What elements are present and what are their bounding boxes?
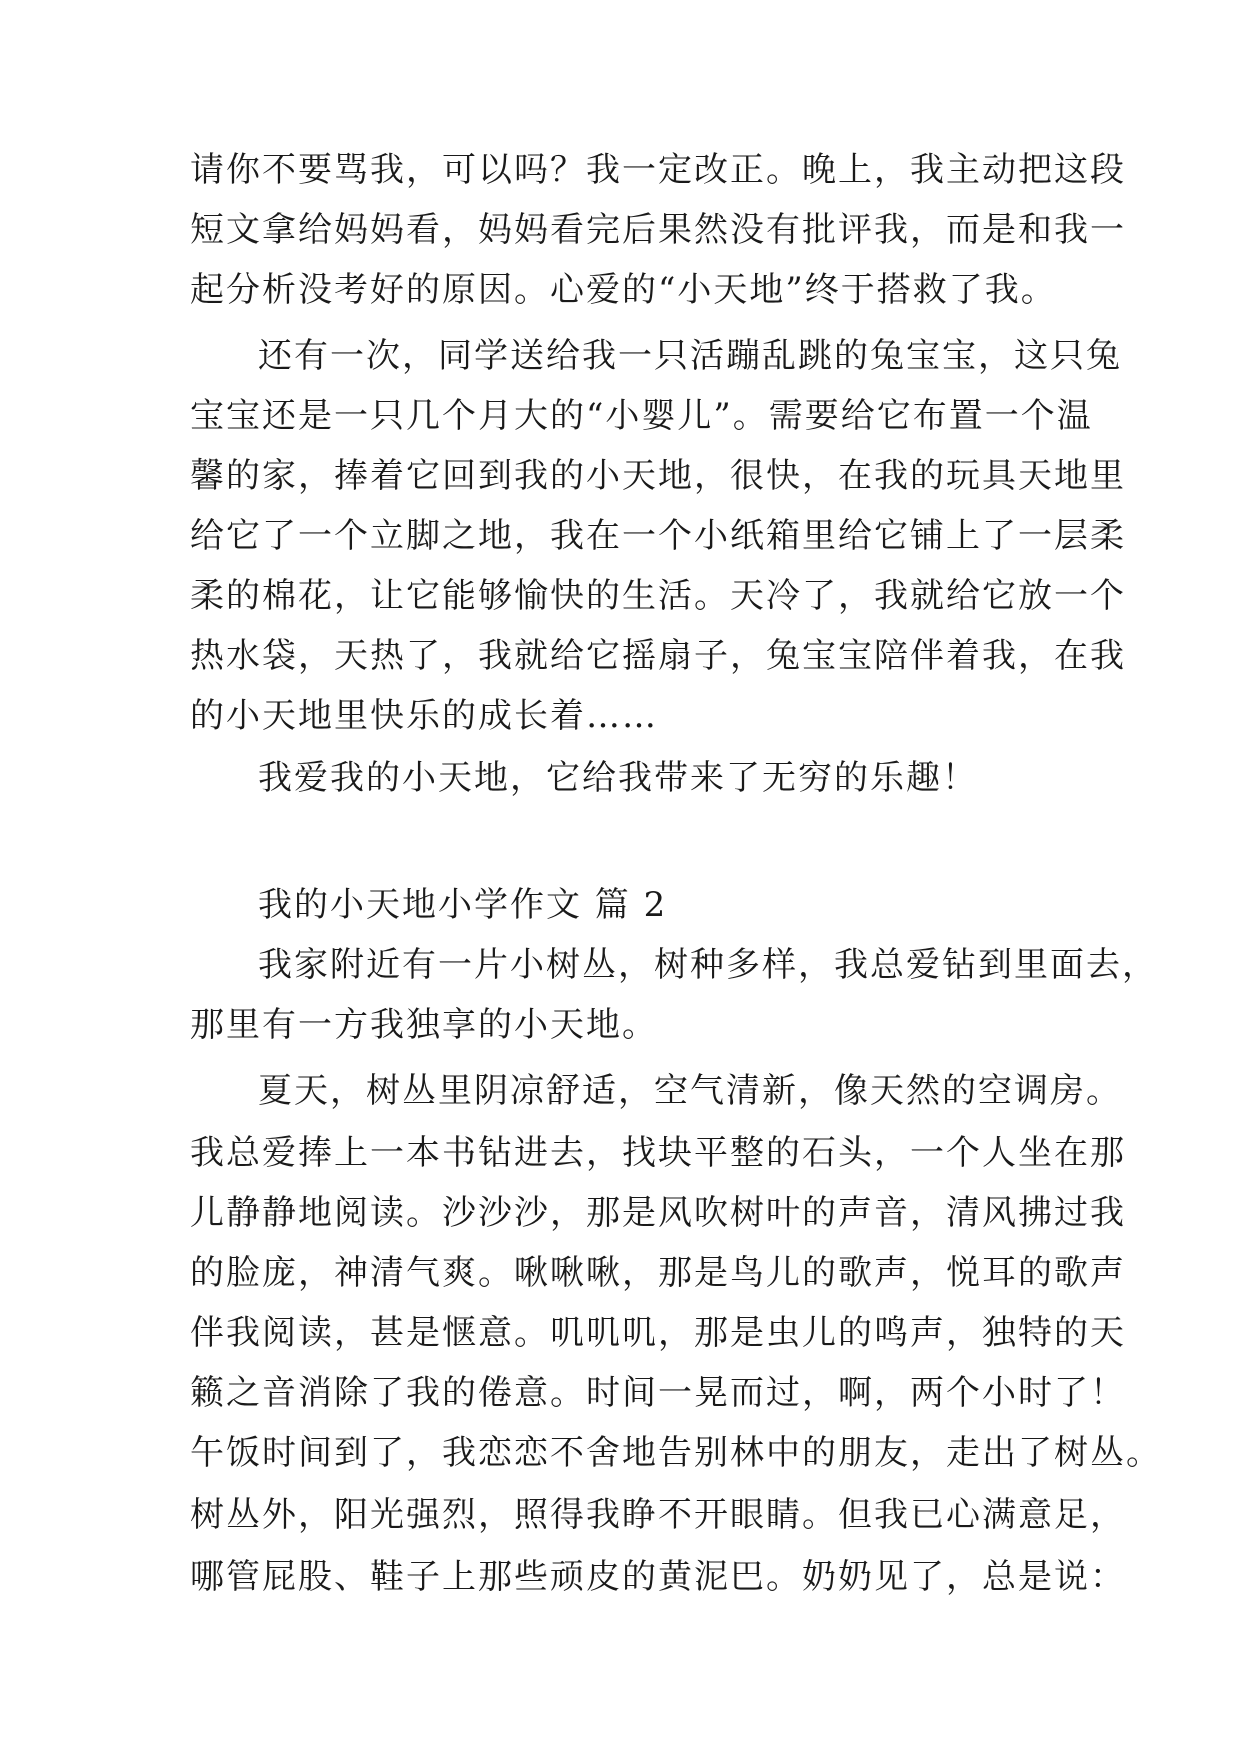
text-line: 热水袋，天热了，我就给它摇扇子，兔宝宝陪伴着我，在我 bbox=[190, 636, 1126, 676]
section-heading: 我的小天地小学作文 篇 2 bbox=[258, 885, 668, 925]
text-line: 的小天地里快乐的成长着…… bbox=[190, 696, 658, 736]
text-line: 请你不要骂我，可以吗？我一定改正。晚上，我主动把这段 bbox=[190, 150, 1126, 190]
text-line: 儿静静地阅读。沙沙沙，那是风吹树叶的声音，清风拂过我 bbox=[190, 1193, 1126, 1233]
paragraph-start-line: 我家附近有一片小树丛，树种多样，我总爱钻到里面去， bbox=[258, 945, 1158, 985]
text-line: 柔的棉花，让它能够愉快的生活。天冷了，我就给它放一个 bbox=[190, 576, 1126, 616]
text-line: 宝宝还是一只几个月大的“小婴儿”。需要给它布置一个温 bbox=[190, 396, 1093, 436]
paragraph-start-line: 还有一次，同学送给我一只活蹦乱跳的兔宝宝，这只兔 bbox=[258, 336, 1122, 376]
text-line: 午饭时间到了，我恋恋不舍地告别林中的朋友，走出了树丛。 bbox=[190, 1433, 1162, 1473]
text-line: 籁之音消除了我的倦意。时间一晃而过，啊，两个小时了！ bbox=[190, 1373, 1126, 1413]
text-line: 给它了一个立脚之地，我在一个小纸箱里给它铺上了一层柔 bbox=[190, 516, 1126, 556]
text-line: 哪管屁股、鞋子上那些顽皮的黄泥巴。奶奶见了，总是说： bbox=[190, 1557, 1126, 1597]
paragraph-start-line: 夏天，树丛里阴凉舒适，空气清新，像天然的空调房。 bbox=[258, 1071, 1122, 1111]
text-line: 我总爱捧上一本书钻进去，找块平整的石头，一个人坐在那 bbox=[190, 1133, 1126, 1173]
text-line: 的脸庞，神清气爽。啾啾啾，那是鸟儿的歌声，悦耳的歌声 bbox=[190, 1253, 1126, 1293]
text-line: 那里有一方我独享的小天地。 bbox=[190, 1005, 658, 1045]
text-line: 伴我阅读，甚是惬意。叽叽叽，那是虫儿的鸣声，独特的天 bbox=[190, 1313, 1126, 1353]
paragraph-start-line: 我爱我的小天地，它给我带来了无穷的乐趣！ bbox=[258, 758, 978, 798]
text-line: 短文拿给妈妈看，妈妈看完后果然没有批评我，而是和我一 bbox=[190, 210, 1126, 250]
text-line: 馨的家，捧着它回到我的小天地，很快，在我的玩具天地里 bbox=[190, 456, 1126, 496]
text-line: 树丛外，阳光强烈，照得我睁不开眼睛。但我已心满意足， bbox=[190, 1495, 1126, 1535]
text-line: 起分析没考好的原因。心爱的“小天地”终于搭救了我。 bbox=[190, 270, 1057, 310]
